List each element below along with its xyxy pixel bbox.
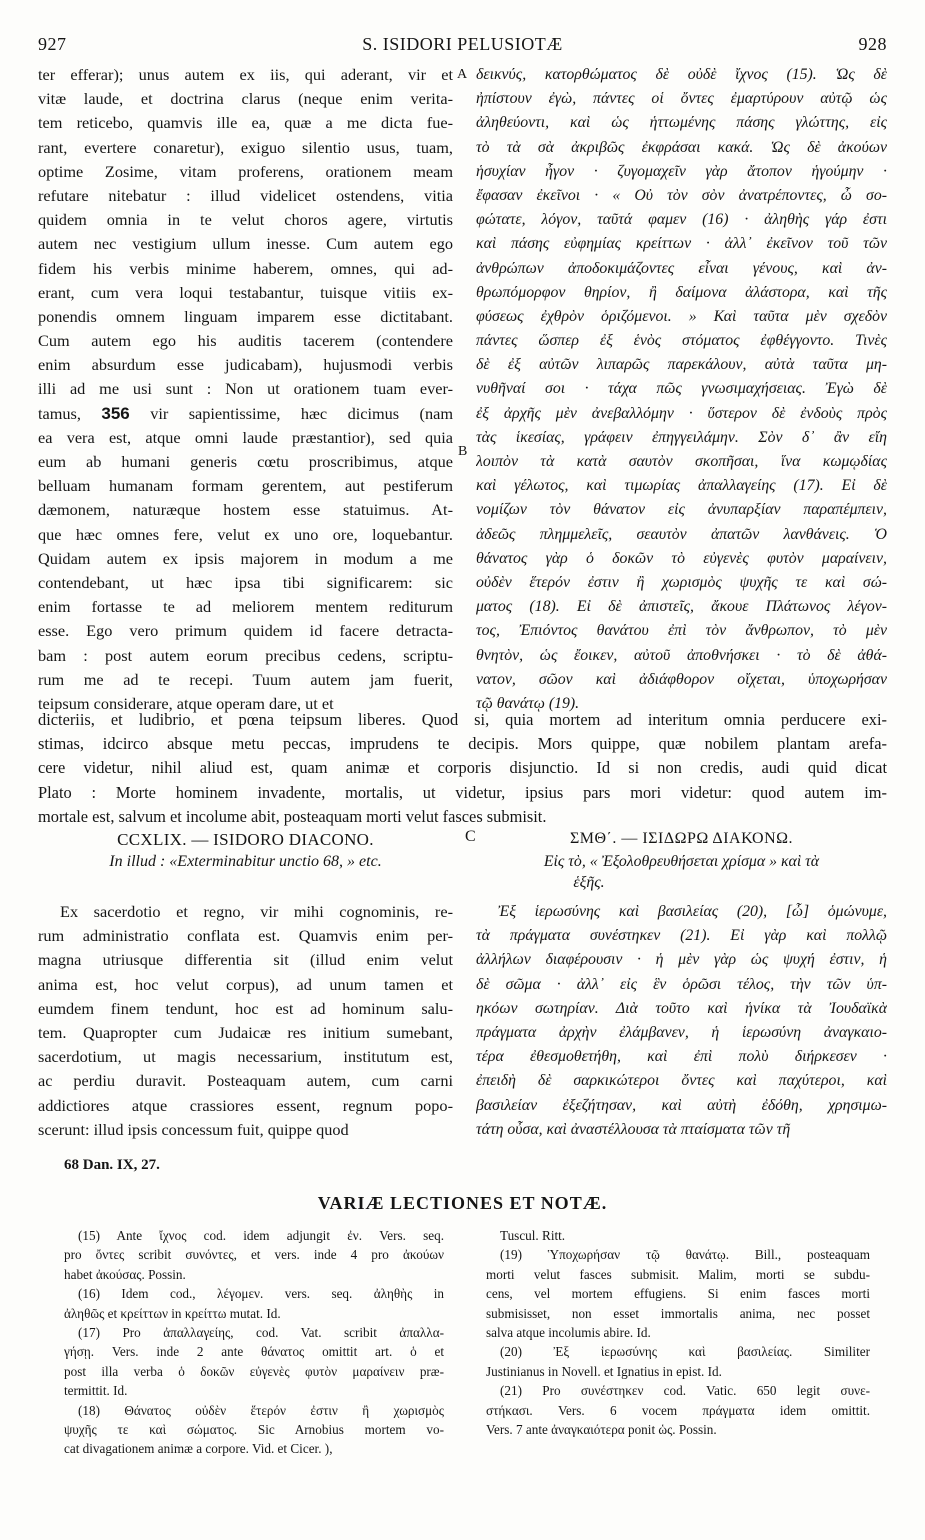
text-line: rum me ad te recepi. Tuum autem jam fuerit, xyxy=(38,669,453,689)
text-line: νυθῆναί σοι · τάχα πῶς γνωσιμαχήσειας. Ἐγὼ δὲ xyxy=(476,380,887,398)
greek-letter-subtitle-cont: ἑξῆς. xyxy=(573,874,605,891)
note-line: Justinianus in Novell. et Ignatius in epist. Id. xyxy=(486,1363,722,1379)
note-line: (21) Pro συνέστηκεν cod. Vatic. 650 legit συνε- xyxy=(500,1383,870,1399)
latin-column xyxy=(38,63,453,716)
latin-letter-title: CCXLIX. — ISIDORO DIACONO. xyxy=(117,830,374,849)
note-line: pro ὄντες scribit συνόντες, et vers. inde 4 pro ἀκούων xyxy=(64,1247,444,1263)
note-line: Vers. 7 ante ἀναγκαιότερα ponit ὡς. Possin. xyxy=(486,1421,717,1437)
text-line: ἀλλήλων διαφέρουσιν · ἡ μὲν γὰρ ὡς ψυχή ἐστιν, ἡ xyxy=(476,951,887,969)
text-line: θνητὸν, ὡς ἔοικεν, αὐτοῦ ἀποθνήσκει · τὸ δὲ ἀθά- xyxy=(476,646,887,664)
text-line: quidem omnia in te velut choros agere, virtutis xyxy=(38,210,453,230)
note-line: cens, vel mortem effugiens. Si enim fasces morti xyxy=(486,1286,870,1302)
text-line: φύσεως ἐχθρὸν ὁριζόμενοι. » Καὶ ταῦτα μὲν σχεδὸν xyxy=(476,307,887,325)
text-line: rum administratio conflata est. Quamvis enim per- xyxy=(38,926,453,946)
text-line: cere videtur, nihil aliud est, quam animæ et corporis disjunctio. Id si non credis, audi quid dicat xyxy=(38,758,887,778)
margin-letter-c: C xyxy=(465,828,476,845)
text-line: fidem his verbis minime haberem, omnes, qui ad- xyxy=(38,258,453,278)
latin-letter-subtitle: In illud : «Exterminabitur unctio 68, » etc. xyxy=(109,853,382,870)
text-line: contendebant, ut hæc ipsa tibi significarem: sic xyxy=(38,572,453,592)
note-line: habet ἀκούσας. Possin. xyxy=(64,1266,186,1282)
note-line: submisisset, non esset immortalis anima, nec posset xyxy=(486,1305,870,1321)
notes-right-column xyxy=(486,1226,870,1439)
note-line: (15) Ante ἴχνος cod. idem adjungit ἐν. Vers. seq. xyxy=(78,1228,444,1243)
note-line: γήσῃ. Vers. inde 2 ante θάνατος omittit art. ὁ et xyxy=(64,1344,444,1360)
text-line: δὲ σῶμα · ἀλλ᾽ εἰς ἓν ὁρῶσι τέλος, τὴν τῶν ὑπ- xyxy=(476,975,887,993)
text-line: ἠπίστουν ἐγὼ, πάντες οἱ ὄντες ἐμαρτύρουν αὐτῷ ὡς xyxy=(476,90,887,108)
text-line: ἀδεῶς πλημμελεῖς, σεαυτὸν ἀπατῶν λανθάνεις. Ὁ xyxy=(476,525,887,543)
margin-letter-a: A xyxy=(457,67,468,82)
text-line: πάντες ὥσπερ ἐξ ἑνὸς στόματος ἐφθέγγοντο. Τινὲς xyxy=(476,332,887,350)
note-line: post illa verba ὁ δοκῶν εὐγενὲς φυτὸν μαραίνειν præ- xyxy=(64,1363,444,1379)
text-line: Quidam autem ex ipsis majorem in modum a me xyxy=(38,548,453,568)
text-line: teipsum considerare, atque operam dare, ut et xyxy=(38,693,334,713)
text-line: τῷ θανάτῳ (19). xyxy=(476,694,580,712)
text-line: ἀληθεύοντι, καὶ ὡς ἡττωμένης πάσης γλώττης, εἰς xyxy=(476,114,887,132)
text-line: καὶ γέλωτος, καὶ τιμωρίας ἀπαλλαγείης (17). Εἰ δὲ xyxy=(476,477,887,495)
text-line: ἐξ ἀρχῆς μὲν ἀνεβαλλόμην · ὕστερον δὲ ἐνδοὺς πρὸς xyxy=(476,404,887,422)
text-line: tem reticebo, quamvis ille ea, quæ a me dicta fue- xyxy=(38,113,453,133)
text-line: τος, Ἐπιόντος θανάτου ἐπὶ τὸν ἄνθρωπον, τὸ μὲν xyxy=(476,622,887,640)
text-line: θάνατος γὰρ ὁ δοκῶν τὸ εὐγενὲς φυτὸν μαραίνειν, xyxy=(476,549,887,567)
text-line: ηκόων σωτηρίαν. Διὰ τοῦτο καὶ ἡνίκα τὰ Ἰουδαϊκὰ xyxy=(476,999,887,1017)
text-line: eum ab humani generis cœtu proscribimus, atque xyxy=(38,452,453,471)
text-line: τὰς ἱκεσίας, γράφειν ἐπηγγειλάμην. Σὸν δ᾽ ἂν εἴη xyxy=(476,428,887,446)
text-line: ἐπειδὴ δὲ σαρκικώτεροι ὄντες καὶ παχύτεροι, καὶ xyxy=(476,1072,887,1090)
note-line: ἀληθῶς et κρείττων in κρείττω mutat. Id. xyxy=(64,1305,281,1321)
text-line: esse. Ego vero primum quidem id facere detracta- xyxy=(38,621,453,641)
text-line: οὐδὲν ἕτερόν ἐστιν ἢ χωρισμὸς ψυχῆς τε καὶ σώ- xyxy=(476,573,887,591)
text-line: τάτη οὖσα, καὶ ἀναστέλλουσα τὰ πταίσματα τῶν τῆ xyxy=(476,1120,791,1138)
greek-column xyxy=(476,63,887,716)
page-number-left: 927 xyxy=(38,34,67,54)
greek-letter-subtitle: Εἰς τὸ, « Ἐξολοθρευθήσεται χρίσμα » καὶ τὰ xyxy=(543,853,820,870)
text-line: rant, evertere conaretur), exiguo silentio usus, tuam, xyxy=(38,137,453,157)
text-line: βασιλείαν ἐξεζήτησαν, καὶ αὐτὴ ἐδόθη, χρησιμω- xyxy=(476,1096,887,1114)
text-line: ter efferar); unus autem ex iis, qui aderant, vir et xyxy=(38,65,453,84)
text-line: πράγματα ἀρχὴν ἐλάμβανεν, ἡ ἱερωσύνη ἀναγκαιο- xyxy=(476,1023,887,1041)
notes-left-column xyxy=(64,1226,444,1459)
full-width-paragraph xyxy=(38,708,887,829)
text-line: dæmonem, naturæque hostem esse statuimus. At- xyxy=(38,500,453,520)
text-line: erant, cum vera loqui testabantur, tuisque vitiis ex- xyxy=(38,282,453,302)
text-line: eumdem finem tendunt, hoc est ad hominum salu- xyxy=(38,998,453,1018)
text-line: ac perdiu duravit. Posteaquam autem, cum carni xyxy=(38,1071,453,1091)
text-line: νατον, σῶον καὶ ἀδιάφθορον οἴχεται, ὑποχωρήσαν xyxy=(476,670,887,688)
note-line: termittit. Id. xyxy=(64,1383,128,1399)
text-line: ea vera est, atque omni laude præstantior), sed quia xyxy=(38,427,453,447)
text-line: enim fortasse te ad meliorem mentem rediturum xyxy=(38,597,453,617)
text-line: addictiores atque crassiores essent, regnum popo- xyxy=(38,1095,453,1115)
text-line: autem nec vestigium ullum inesse. Cum autem ego xyxy=(38,234,453,254)
text-line: stimas, idcirco absque metu peccas, imprudens te decipis. Mors quippe, quæ nobilem plantam arefa- xyxy=(38,734,887,754)
text-line: τὸ τὰ σὰ ἀκριβῶς ἐκφράσαι κακά. Ὡς δὲ ἀκούων xyxy=(476,138,887,156)
text-line: mortale est, salvum et incolume abit, posteaquam morti velut fasces submisit. xyxy=(38,806,547,826)
section-title: VARIÆ LECTIONES ET NOTÆ. xyxy=(317,1193,608,1213)
text-line: magna utriusque differentia sit (illud enim velut xyxy=(38,950,453,970)
text-line: sacerdotium, ut magis necessarium, institutum est, xyxy=(38,1047,453,1067)
text-line: scerunt: illud ipsis concessum fuit, quippe quod xyxy=(38,1119,349,1139)
text-line: optime Zosime, vitam proferens, orationem meam xyxy=(38,161,453,181)
text-line: dicteriis, et ludibrio, et pœna teipsum liberes. Quod si, quia mortem ad interitum omnia perducere exi- xyxy=(38,710,887,729)
text-line: φώτατε, λόγον, ταῦτά φαμεν (16) · ἀληθὴς γάρ ἐστι xyxy=(476,211,887,229)
text-line: Cum autem ego his auditis tacerem (contendere xyxy=(38,331,453,351)
text-line: θρωπόμορφον θηρίον, ἢ δαίμονα ἀλάστορα, καὶ τῆς xyxy=(476,283,887,301)
text-line: tamus, 356 vir sapientissime, hæc dicimus (nam xyxy=(38,403,453,423)
footnote: 68 Dan. IX, 27. xyxy=(64,1157,160,1173)
text-line: νομίζων τὸν θάνατον εἰς ἀνυπαρξίαν παραπέμπειν, xyxy=(476,501,887,519)
text-line: ἔφασαν ἐκεῖνοι · « Οὐ τὸν σὸν ἀνατρέποντες, ὦ σο- xyxy=(476,186,887,204)
note-line: morti velut fasces submisit. Malim, morti se subdu- xyxy=(486,1266,870,1282)
text-line: vitæ laude, et doctrina clarus (neque enim verita- xyxy=(38,89,453,109)
text-line: τέρα ἐθεσμοθετήθη, καὶ ἐπὶ πολὺ διήρκεσεν · xyxy=(476,1048,887,1066)
text-line: λοιπὸν τὰ κατὰ σαυτὸν σκοπῆσαι, ἵνα κωμῳδίας xyxy=(476,453,887,470)
text-line: δεικνύς, κατορθώματος δὲ οὐδὲ ἴχνος (15). Ὡς δὲ xyxy=(476,66,887,83)
running-header xyxy=(38,34,887,58)
note-line: (18) Θάνατος οὐδὲν ἕτερόν ἐστιν ἢ χωρισμὸς xyxy=(78,1402,444,1418)
text-line: bam : post autem eorum precibus cedens, scriptu- xyxy=(38,645,453,665)
text-line: tem. Quapropter cum Judaicæ res initium sumebant, xyxy=(38,1022,453,1042)
note-line: (20) Ἐξ ἱερωσύνης καὶ βασιλείας. Similiter xyxy=(500,1344,870,1360)
running-title: S. ISIDORI PELUSIOTÆ xyxy=(362,34,563,54)
note-line: salva atque incolumis abire. Id. xyxy=(486,1324,651,1340)
latin-letter-column xyxy=(38,900,453,1142)
text-line: δὲ ἐξ αὐτῶν λιπαρῶς παρεκάλουν, αὐτὰ ταῦτα μη- xyxy=(476,356,887,374)
text-line: ματος (18). Εἰ δὲ ἀπιστεῖς, ἄκουε Πλάτωνος λέγον- xyxy=(476,598,887,616)
text-line: illi ad me usi sunt : Non ut orationem tuam ever- xyxy=(38,379,453,399)
text-line: refutare nitebatur : illud videlicet ostendens, vitia xyxy=(38,185,453,205)
text-line: ponendis omnem linguam imparem esse dictitabant. xyxy=(38,306,453,326)
greek-letter-title: ΣΜΘ΄. — ΙΣΙΔΩΡΩ ΔΙΑΚΟΝΩ. xyxy=(569,830,794,847)
text-line: Plato : Morte hominem invadente, mortalis, ut videtur, ipsius pars mori videtur: quod autem im- xyxy=(38,782,887,802)
text-line: anima est, hoc velut corpus), ad unum tamen et xyxy=(38,974,453,994)
text-line: que hæc omnes fere, velut ex uno ore, loquebantur. xyxy=(38,524,453,544)
text-line: καὶ πάσης εὐφημίας κρείττων · ἀλλ᾽ ἐκεῖνον τοῦ τῶν xyxy=(476,235,887,253)
margin-letter-b: B xyxy=(458,444,468,459)
note-line: (19) Ὑποχωρήσαν τῷ θανάτῳ. Bill., posteaquam xyxy=(500,1247,870,1263)
text-line: τὰ πράγματα συνέστηκεν (21). Εἰ γὰρ καὶ πολλῷ xyxy=(476,927,887,945)
column-number: 356 xyxy=(101,403,130,423)
page-number-right: 928 xyxy=(858,34,887,54)
greek-letter-column xyxy=(476,900,887,1142)
text-line: Ἐξ ἱερωσύνης καὶ βασιλείας (20), [ὦ] ὁμώνυμε, xyxy=(498,903,887,920)
note-line: cat divagationem animæ a corpore. Vid. et Cicer. ), xyxy=(64,1441,333,1457)
note-line: ψυχῆς τε καὶ σώματος. Sic Arnobius mortem vo- xyxy=(64,1421,444,1437)
text-line: enim absurdum esse judicabam), hujusmodi verbis xyxy=(38,355,453,375)
text-line: belluam humanam formam gerentem, aut pestiferum xyxy=(38,476,453,496)
text-line: Ex sacerdotio et regno, vir mihi cognominis, re- xyxy=(60,902,453,921)
note-line: Tuscul. Ritt. xyxy=(500,1228,566,1243)
text-line: ἀνθρώπων ἀποδοκιμάζοντες εἶναι γένους, καὶ ἀν- xyxy=(476,259,887,277)
text-line: ἡσυχίαν ἦγον · ζυγομαχεῖν γὰρ ἄτοπον ἡγούμην · xyxy=(476,162,887,180)
note-line: στήκασι. Vers. 6 vocem πράγματα idem omittit. xyxy=(486,1402,870,1418)
note-line: (17) Pro ἀπαλλαγείης, cod. Vat. scribit ἀπαλλα- xyxy=(78,1324,444,1340)
note-line: (16) Idem cod., λέγομεν. vers. seq. ἀληθὴς in xyxy=(78,1286,444,1302)
